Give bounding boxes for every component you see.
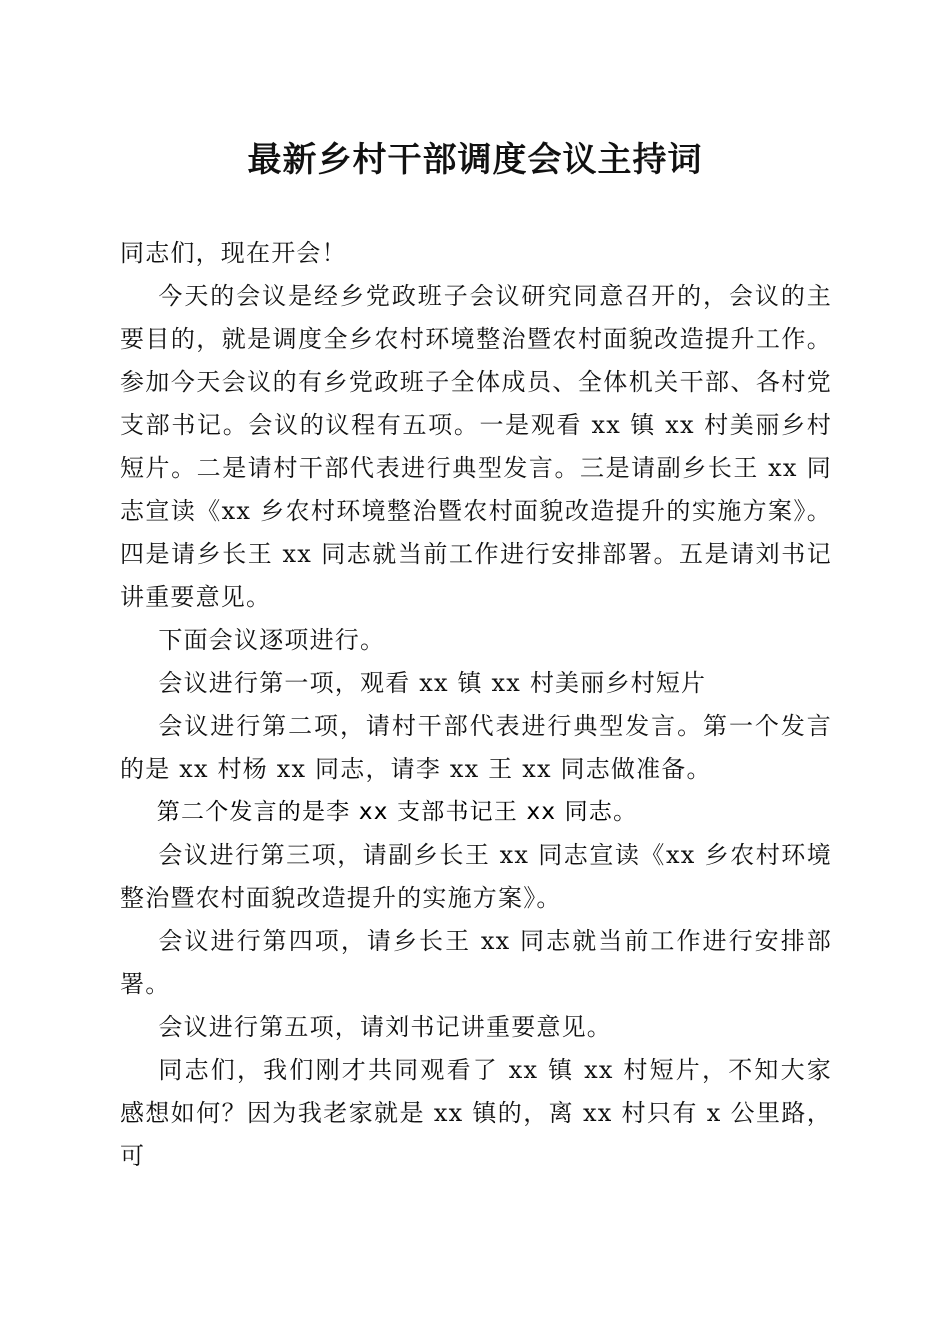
paragraph-item-two: 会议进行第二项，请村干部代表进行典型发言。第一个发言的是 xx 村杨 xx 同志，请李 xx 王 xx 同志做准备。 xyxy=(120,712,832,783)
paragraph-proceed: 下面会议逐项进行。 xyxy=(158,626,386,654)
paragraph-closing-remarks: 同志们，我们刚才共同观看了 xx 镇 xx 村短片，不知大家感想如何？因为我老家就是 xx 镇的，离 xx 村只有 x 公里路，可 xyxy=(120,1056,832,1170)
paragraph-item-one: 会议进行第一项，观看 xx 镇 xx 村美丽乡村短片 xyxy=(158,669,707,697)
paragraph-opening: 同志们，现在开会！ xyxy=(120,239,347,267)
document-title: 最新乡村干部调度会议主持词 xyxy=(247,140,703,180)
paragraph-item-five: 会议进行第五项，请刘书记讲重要意见。 xyxy=(158,1013,612,1041)
document-body xyxy=(120,232,832,1178)
paragraph-second-speaker: 第二个发言的是李 xx 支部书记王 xx 同志。 xyxy=(156,799,638,825)
paragraph-item-three: 会议进行第三项，请副乡长王 xx 同志宣读《xx 乡农村环境整治暨农村面貌改造提升的实施方案》。 xyxy=(120,841,832,912)
paragraph-item-four: 会议进行第四项，请乡长王 xx 同志就当前工作进行安排部署。 xyxy=(120,927,832,998)
paragraph-agenda: 今天的会议是经乡党政班子会议研究同意召开的，会议的主要目的，就是调度全乡农村环境整治暨农村面貌改造提升工作。参加今天会议的有乡党政班子全体成员、全体机关干部、各村党支部书记。会议的议程有五项。一是观看 xx 镇 xx 村美丽乡村短片。二是请村干部代表进行典型发言。三是请副乡长王 xx 同志宣读《xx 乡农村环境整治暨农村面貌改造提升的实施方案》。四是请乡长王 xx 同志就当前工作进行安排部署。五是请刘书记讲重要意见。 xyxy=(120,282,832,611)
